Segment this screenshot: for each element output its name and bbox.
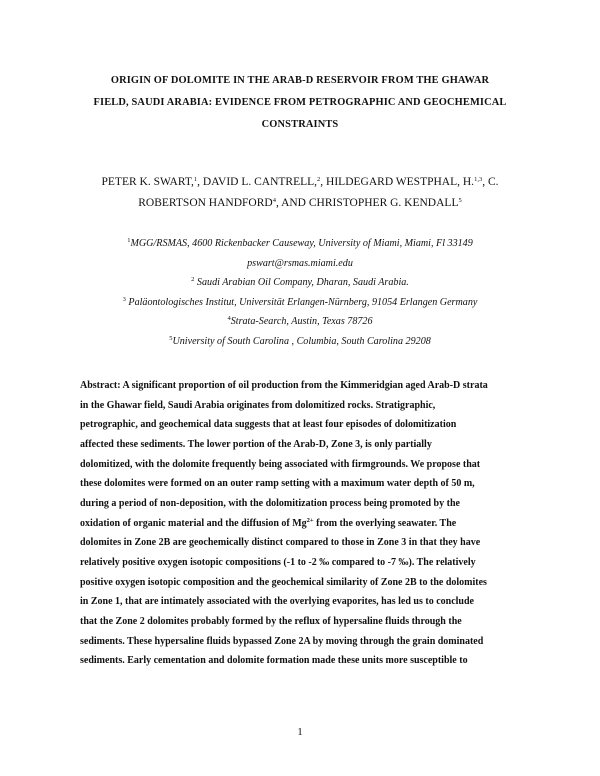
affiliation <box>60 312 540 332</box>
author-list <box>60 172 540 214</box>
abstract-line: sediments. These hypersaline fluids bypassed Zone 2A by moving through the grain dominated <box>80 635 484 647</box>
affiliation-text: Paläontologisches Institut, Universität Erlangen-Nürnberg, 91054 Erlangen Germany <box>125 296 478 308</box>
author-name: , DAVID L. CANTRELL, <box>197 176 318 188</box>
title-line: ORIGIN OF DOLOMITE IN THE ARAB-D RESERVOIR FROM THE GHAWAR <box>110 75 490 86</box>
abstract-text: from the overlying seawater. The <box>313 517 457 529</box>
title-line: FIELD, SAUDI ARABIA: EVIDENCE FROM PETROGRAPHIC AND GEOCHEMICAL <box>93 97 507 108</box>
abstract-line: in the Ghawar field, Saudi Arabia originates from dolomitized rocks. Stratigraphic, <box>80 399 436 411</box>
author-line <box>60 193 540 214</box>
abstract-line: affected these sediments. The lower portion of the Arab-D, Zone 3, is only partially <box>80 438 432 450</box>
abstract-line: sediments. Early cementation and dolomite formation made these units more susceptible to <box>80 655 468 667</box>
affiliation-marker: 1 <box>193 176 198 183</box>
affiliation <box>60 273 540 293</box>
author-line <box>60 172 540 193</box>
affiliation-marker: 3 <box>122 295 126 303</box>
affiliation-text: MGG/RSMAS, 4600 Rickenbacker Causeway, University of Miami, Miami, Fl 33149 <box>130 238 473 249</box>
abstract-line: petrographic, and geochemical data suggests that at least four episodes of dolomitization <box>80 419 457 431</box>
affiliation-text: Saudi Arabian Oil Company, Dharan, Saudi Arabia. <box>194 277 409 288</box>
abstract-line: that the Zone 2 dolomites probably formed by the reflux of hypersaline fluids through the <box>80 615 462 627</box>
superscript-charge: 2+ <box>306 516 314 524</box>
affiliation-marker: 4 <box>272 197 276 204</box>
affiliation-marker: 5 <box>458 197 462 204</box>
affiliation <box>60 234 540 254</box>
affiliation <box>60 332 540 352</box>
affiliation-list <box>60 234 540 351</box>
abstract-line: during a period of non-deposition, with the dolomitization process being promoted by the <box>80 497 460 509</box>
abstract-line: relatively positive oxygen isotopic compositions (-1 to -2 ‰ compared to -7 ‰). The relatively <box>80 556 476 568</box>
abstract-line <box>80 514 550 534</box>
author-name: , AND CHRISTOPHER G. KENDALL <box>275 197 459 209</box>
affiliation-marker: 1,3 <box>474 176 483 183</box>
page-number: 1 <box>297 726 303 738</box>
author-email <box>60 254 540 274</box>
abstract-line: Abstract: A significant proportion of oil production from the Kimmeridgian aged Arab-D strata <box>80 380 488 391</box>
abstract-line: these dolomites were formed on an outer ramp setting with a maximum water depth of 50 m, <box>80 478 475 490</box>
author-name: ROBERTSON HANDFORD <box>138 197 273 209</box>
abstract <box>80 376 550 671</box>
affiliation <box>60 293 540 313</box>
affiliation-marker: 1 <box>127 237 131 244</box>
author-name: PETER K. SWART, <box>101 176 194 188</box>
abstract-text: oxidation of organic material and the diffusion of Mg <box>80 517 307 529</box>
paper-title <box>60 70 540 136</box>
author-name: , C. <box>482 176 499 188</box>
affiliation-marker: 2 <box>191 276 195 283</box>
title-line: CONSTRAINTS <box>261 119 339 130</box>
affiliation-marker: 2 <box>317 176 321 183</box>
abstract-line: in Zone 1, that are intimately associated with the overlying evaporites, has led us to conclude <box>80 596 474 608</box>
abstract-line: positive oxygen isotopic composition and the geochemical similarity of Zone 2B to the dolomites <box>80 576 487 588</box>
email-text: pswart@rsmas.miami.edu <box>247 257 353 269</box>
affiliation-text: University of South Carolina , Columbia, South Carolina 29208 <box>172 335 431 347</box>
affiliation-marker: 5 <box>169 334 173 342</box>
abstract-line: dolomites in Zone 2B are geochemically distinct compared to those in Zone 3 in that they have <box>80 537 481 549</box>
affiliation-text: Strata-Search, Austin, Texas 78726 <box>230 316 373 327</box>
abstract-line: dolomitized, with the dolomite frequently being associated with firmgrounds. We propose that <box>80 458 481 470</box>
author-name: , HILDEGARD WESTPHAL, H. <box>320 176 475 188</box>
affiliation-marker: 4 <box>227 315 231 322</box>
